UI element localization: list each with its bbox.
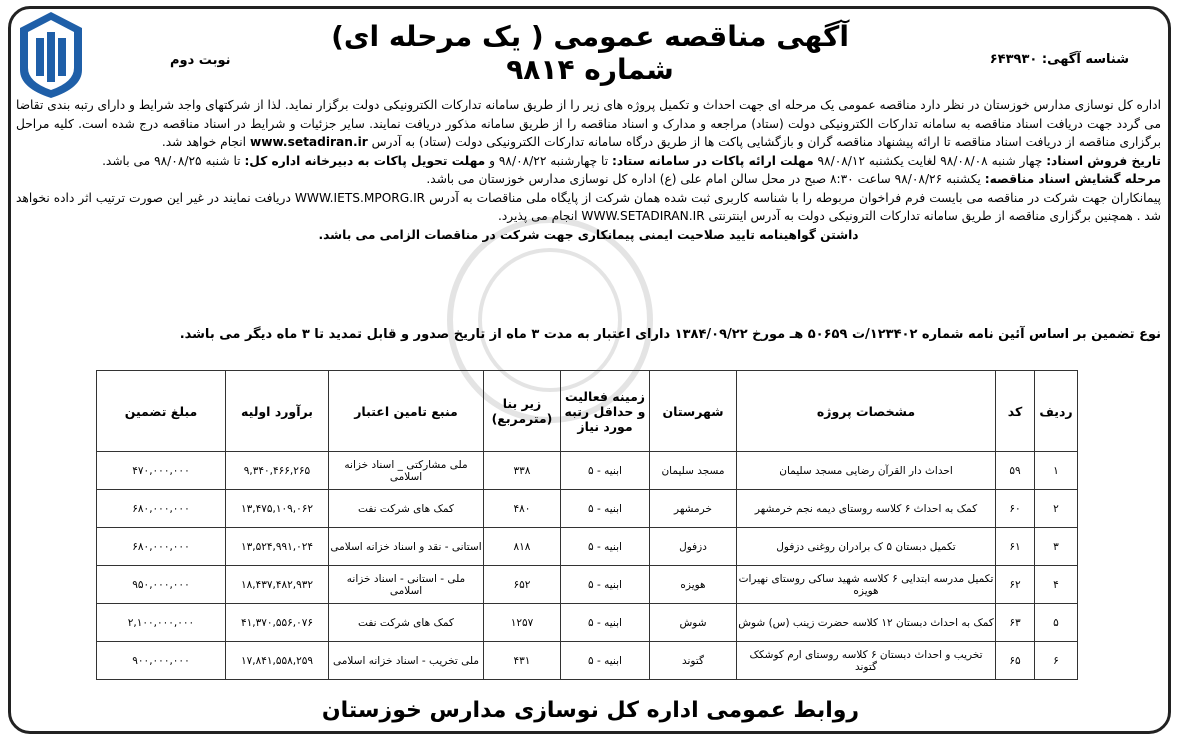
cell-city: هویزه: [650, 566, 737, 604]
col-header-code: کد: [996, 371, 1035, 452]
cell-row-no: ۶: [1035, 642, 1078, 680]
cell-grade: ابنیه - ۵: [561, 528, 650, 566]
cell-city: دزفول: [650, 528, 737, 566]
col-header-guarantee: مبلغ تضمین: [97, 371, 226, 452]
cell-funding: ملی تخریب - اسناد خزانه اسلامی: [329, 642, 484, 680]
cell-project: احداث دار القرآن رضایی مسجد سلیمان: [737, 452, 996, 490]
certificate-note: داشتن گواهینامه تایید صلاحیت ایمنی پیمانکاری جهت شرکت در مناقصات الزامی می باشد.: [318, 227, 859, 242]
col-header-city: شهرستان: [650, 371, 737, 452]
cell-estimate: ۹,۳۴۰,۴۶۶,۲۶۵: [226, 452, 329, 490]
cell-code: ۶۰: [996, 490, 1035, 528]
cell-area: ۸۱۸: [484, 528, 561, 566]
cell-row-no: ۴: [1035, 566, 1078, 604]
cell-funding: ملی - استانی - اسناد خزانه اسلامی: [329, 566, 484, 604]
publication-turn: نوبت دوم: [170, 53, 231, 68]
footer-signature: روابط عمومی اداره کل نوسازی مدارس خوزستان: [321, 698, 860, 723]
cell-row-no: ۵: [1035, 604, 1078, 642]
cell-area: ۳۳۸: [484, 452, 561, 490]
cell-guarantee-amount: ۹۰۰,۰۰۰,۰۰۰: [97, 642, 226, 680]
table-row: [97, 490, 1078, 528]
cell-code: ۶۵: [996, 642, 1035, 680]
guarantee-note: نوع تضمین بر اساس آئین نامه شماره ۱۲۳۴۰۲/ت ۵۰۶۵۹ هـ مورخ ۱۳۸۴/۰۹/۲۲ دارای اعتبار به مدت ۳ ماه از تاریخ صدور و قابل تمدید تا ۳ ماه دیگر می باشد.: [179, 327, 1161, 342]
cell-area: ۴۸۰: [484, 490, 561, 528]
cell-city: مسجد سلیمان: [650, 452, 737, 490]
cell-code: ۵۹: [996, 452, 1035, 490]
col-header-project: مشخصات پروژه: [737, 371, 996, 452]
cell-estimate: ۱۷,۸۴۱,۵۵۸,۲۵۹: [226, 642, 329, 680]
cell-row-no: ۱: [1035, 452, 1078, 490]
cell-project: تکمیل دبستان ۵ ک برادران روغنی دزفول: [737, 528, 996, 566]
cell-estimate: ۱۸,۴۳۷,۴۸۲,۹۳۲: [226, 566, 329, 604]
cell-estimate: ۱۳,۵۲۴,۹۹۱,۰۲۴: [226, 528, 329, 566]
announcement-body: [16, 96, 1161, 244]
cell-code: ۶۳: [996, 604, 1035, 642]
contractors-paragraph: پیمانکاران جهت شرکت در مناقصه می بایست فرم فراخوان مربوطه را با شناسه کاربری ثبت شده همان شرکت از پایگاه ملی مناقصات به آدرس WWW.IETS.MPORG.IR دریافت نمایند در غیر این صورت ترتیب اثر داده نخواهد شد . همچنین برگزاری مناقصه از طریق سامانه تدارکات الترونیکی دولت به آدرس اینترنتی WWW.SETADIRAN.IR انجام می پذیرد.: [16, 190, 1161, 223]
dates-paragraph: تاریخ فروش اسناد: چهار شنبه ۹۸/۰۸/۰۸ لغایت یکشنبه ۹۸/۰۸/۱۲ مهلت ارائه پاکات در سامانه ستاد: تا چهارشنبه ۹۸/۰۸/۲۲ و مهلت تحویل پاکات به دبیرخانه اداره کل: تا شنبه ۹۸/۰۸/۲۵ می باشد.: [102, 153, 1161, 168]
table-row: [97, 604, 1078, 642]
cell-project: کمک به احداث ۶ کلاسه روستای دیمه نجم خرمشهر: [737, 490, 996, 528]
table-row: [97, 528, 1078, 566]
opening-paragraph: مرحله گشایش اسناد مناقصه: یکشنبه ۹۸/۰۸/۲۶ ساعت ۸:۳۰ صبح در محل سالن امام علی (ع) اداره کل نوسازی مدارس خوزستان می باشد.: [426, 172, 1161, 186]
table-row: [97, 642, 1078, 680]
cell-guarantee-amount: ۴۷۰,۰۰۰,۰۰۰: [97, 452, 226, 490]
col-header-grade: زمینه فعالیت و حداقل رتبه مورد نیاز: [561, 371, 650, 452]
cell-grade: ابنیه - ۵: [561, 452, 650, 490]
cell-grade: ابنیه - ۵: [561, 490, 650, 528]
col-header-estimate: برآورد اولیه: [226, 371, 329, 452]
cell-row-no: ۳: [1035, 528, 1078, 566]
cell-grade: ابنیه - ۵: [561, 642, 650, 680]
cell-area: ۱۲۵۷: [484, 604, 561, 642]
cell-guarantee-amount: ۶۸۰,۰۰۰,۰۰۰: [97, 490, 226, 528]
cell-grade: ابنیه - ۵: [561, 604, 650, 642]
table-body: [97, 452, 1078, 680]
cell-area: ۴۳۱: [484, 642, 561, 680]
cell-city: گتوند: [650, 642, 737, 680]
cell-row-no: ۲: [1035, 490, 1078, 528]
table-row: [97, 566, 1078, 604]
cell-estimate: ۴۱,۳۷۰,۵۵۶,۰۷۶: [226, 604, 329, 642]
cell-project: تخریب و احداث دبستان ۶ کلاسه روستای ارم کوشکک گتوند: [737, 642, 996, 680]
col-header-area: زیر بنا (مترمربع): [484, 371, 561, 452]
table-header-row: [97, 371, 1078, 452]
cell-funding: استانی - نقد و اسناد خزانه اسلامی: [329, 528, 484, 566]
col-header-funding: منبع تامین اعتبار: [329, 371, 484, 452]
cell-guarantee-amount: ۲,۱۰۰,۰۰۰,۰۰۰: [97, 604, 226, 642]
cell-funding: ملی مشارکتی _ اسناد خزانه اسلامی: [329, 452, 484, 490]
cell-project: کمک به احداث دبستان ۱۲ کلاسه حضرت زینب (س) شوش: [737, 604, 996, 642]
page-title: آگهی مناقصه عمومی ( یک مرحله ای) شماره ۹۸۱۴: [331, 20, 849, 86]
cell-estimate: ۱۳,۴۷۵,۱۰۹,۰۶۲: [226, 490, 329, 528]
cell-city: خرمشهر: [650, 490, 737, 528]
cell-city: شوش: [650, 604, 737, 642]
cell-project: تکمیل مدرسه ابتدایی ۶ کلاسه شهید ساکی روستای نهیرات هویزه: [737, 566, 996, 604]
cell-funding: کمک های شرکت نفت: [329, 604, 484, 642]
cell-guarantee-amount: ۹۵۰,۰۰۰,۰۰۰: [97, 566, 226, 604]
cell-guarantee-amount: ۶۸۰,۰۰۰,۰۰۰: [97, 528, 226, 566]
ad-id: شناسه آگهی: ۶۴۳۹۳۰: [989, 52, 1129, 67]
cell-area: ۶۵۲: [484, 566, 561, 604]
cell-code: ۶۱: [996, 528, 1035, 566]
cell-grade: ابنیه - ۵: [561, 566, 650, 604]
table-row: [97, 452, 1078, 490]
setad-url: www.setadiran.ir: [249, 135, 368, 149]
cell-code: ۶۲: [996, 566, 1035, 604]
cell-funding: کمک های شرکت نفت: [329, 490, 484, 528]
col-header-row-no: ردیف: [1035, 371, 1078, 452]
intro-paragraph: اداره کل نوسازی مدارس خوزستان در نظر دارد مناقصه عمومی یک مرحله ای جهت احداث و تکمیل پروژه های زیر را از طریق سامانه تدارکات الکترونیکی دولت برگزار نماید. لذا از شرکتهای واجد شرایط و دارای رتبه بندی تقاضا می گردد جهت دریافت اسناد مناقصه به سامانه تدارکات الکترونیکی دولت (ستاد) مراجعه و مدارک و اسناد مناقصه را از طریق سامانه مذکور دریافت نمایند. سایر جزئیات و شرایط در اسناد مناقصه درج شده است. کلیه مراحل برگزاری مناقصه از دریافت اسناد مناقصه تا ارائه پیشنهاد مناقصه گران و بازگشایی پاکت ها از طریق درگاه سامانه تدارکات الکترونیکی دولت (ستاد) به آدرس www.setadiran.ir انجام خواهد شد.: [16, 98, 1161, 149]
projects-table: [96, 370, 1078, 680]
